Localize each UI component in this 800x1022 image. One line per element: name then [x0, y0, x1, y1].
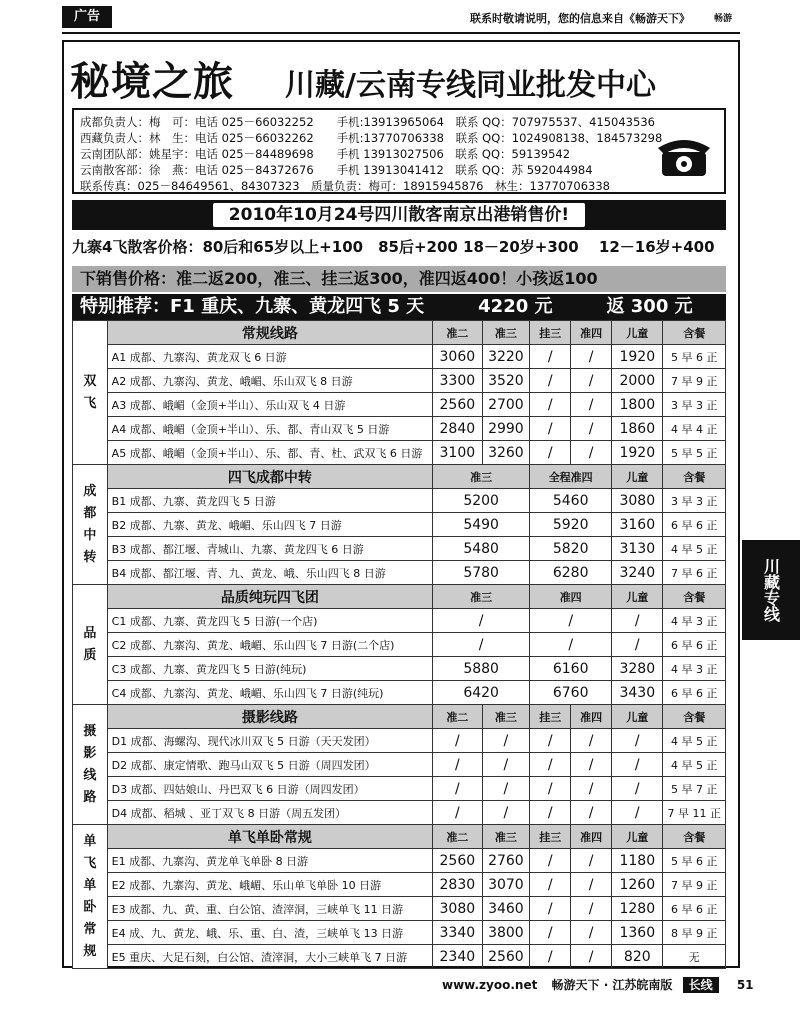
price-cell: 4 早 5 正 — [663, 537, 726, 561]
column-header: 准四 — [571, 321, 612, 345]
section-side-label: 成都中转 — [73, 465, 108, 585]
sale-banner-text: 2010年10月24号四川散客南京出港销售价! — [213, 203, 585, 227]
price-cell: / — [571, 753, 612, 777]
price-cell: / — [530, 441, 571, 465]
column-header: 儿童 — [612, 465, 663, 489]
route-name: A1 成都、九寨沟、黄龙双飞 6 日游 — [107, 345, 432, 369]
sale-banner — [72, 200, 726, 230]
price-cell: / — [433, 633, 530, 657]
price-cell: 6760 — [530, 681, 612, 705]
contact-box — [72, 108, 726, 194]
route-row — [73, 513, 726, 537]
route-name: E1 成都、九寨沟、黄龙单飞单卧 8 日游 — [107, 849, 432, 873]
price-cell: 5460 — [530, 489, 612, 513]
price-cell: / — [571, 369, 612, 393]
route-name: E2 成都、九寨沟、黄龙、峨嵋、乐山单飞单卧 10 日游 — [107, 873, 432, 897]
price-cell: / — [530, 801, 571, 825]
column-header: 准二 — [433, 705, 482, 729]
price-cell: 3080 — [612, 489, 663, 513]
section-side-label: 双飞 — [73, 321, 108, 465]
route-name: B2 成都、九寨、黄龙、峨嵋、乐山四飞 7 日游 — [107, 513, 432, 537]
section-header-row — [73, 321, 726, 345]
column-header: 含餐 — [663, 321, 726, 345]
section-title: 四飞成都中转 — [107, 465, 432, 489]
column-header: 准三 — [482, 825, 530, 849]
price-cell: 3220 — [482, 345, 530, 369]
section-header-row — [73, 705, 726, 729]
price-cell: 3130 — [612, 537, 663, 561]
price-cell: 6280 — [530, 561, 612, 585]
price-cell: / — [530, 897, 571, 921]
route-row — [73, 537, 726, 561]
page-number: 51 — [736, 978, 754, 992]
route-row — [73, 897, 726, 921]
contact-row: 云南散客部：徐 燕：电话 025－84372676 手机 13913041412 联系 QQ：苏 592044984 — [80, 163, 593, 177]
column-header: 准二 — [433, 321, 482, 345]
page-footer — [442, 976, 754, 993]
route-row — [73, 729, 726, 753]
special-offer: 特别推荐：F1 重庆、九寨、黄龙四飞 5 天 4220 元 返 300 元 — [72, 294, 726, 320]
price-cell: 2840 — [433, 417, 482, 441]
price-cell: / — [433, 729, 482, 753]
price-cell: 8 早 9 正 — [663, 921, 726, 945]
route-row — [73, 369, 726, 393]
price-cell: 5 早 7 正 — [663, 777, 726, 801]
telephone-icon — [654, 132, 714, 180]
route-name: D1 成都、海螺沟、现代冰川双飞 5 日游（天天发团） — [107, 729, 432, 753]
price-cell: 3430 — [612, 681, 663, 705]
route-row — [73, 777, 726, 801]
price-cell: / — [433, 801, 482, 825]
section-header-row — [73, 585, 726, 609]
price-cell: 1800 — [612, 393, 663, 417]
route-name: D4 成都、稻城 、亚丁双飞 8 日游（周五发团） — [107, 801, 432, 825]
price-cell: 3800 — [482, 921, 530, 945]
route-name: A2 成都、九寨沟、黄龙、峨嵋、乐山双飞 8 日游 — [107, 369, 432, 393]
price-cell: / — [530, 609, 612, 633]
section-side-tab: 川藏专线 — [742, 540, 800, 640]
price-cell: / — [571, 873, 612, 897]
price-cell: / — [530, 729, 571, 753]
route-name: A5 成都、峨嵋（金顶+半山）、乐、都、青、杜、武双飞 6 日游 — [107, 441, 432, 465]
route-name: A3 成都、峨嵋（金顶+半山）、乐山双飞 4 日游 — [107, 393, 432, 417]
price-cell: 1860 — [612, 417, 663, 441]
section-title: 单飞单卧常规 — [107, 825, 432, 849]
price-cell: 6160 — [530, 657, 612, 681]
price-cell: 2760 — [482, 849, 530, 873]
price-cell: / — [571, 393, 612, 417]
route-name: B3 成都、都江堰、青城山、九寨、黄龙四飞 6 日游 — [107, 537, 432, 561]
column-header: 含餐 — [663, 585, 726, 609]
column-header: 准四 — [571, 705, 612, 729]
route-name: C4 成都、九寨沟、黄龙、峨嵋、乐山四飞 7 日游(纯玩) — [107, 681, 432, 705]
price-cell: 6 早 6 正 — [663, 633, 726, 657]
price-cell: / — [612, 753, 663, 777]
section-header-row — [73, 465, 726, 489]
price-cell: / — [571, 345, 612, 369]
rebate-band: 下销售价格：准二返200，准三、挂三返300，准四返400！小孩返100 — [72, 266, 726, 292]
price-cell: / — [482, 777, 530, 801]
price-cell: / — [612, 633, 663, 657]
header-note: 联系时敬请说明，您的信息来自《畅游天下》 — [470, 12, 690, 25]
brand-name: 秘境之旅 — [70, 59, 234, 105]
column-header: 准四 — [530, 585, 612, 609]
price-cell: 3160 — [612, 513, 663, 537]
route-row — [73, 849, 726, 873]
price-cell: 3 早 3 正 — [663, 393, 726, 417]
price-cell: 2700 — [482, 393, 530, 417]
route-row — [73, 489, 726, 513]
section-title: 常规线路 — [107, 321, 432, 345]
price-cell: 2990 — [482, 417, 530, 441]
price-cell: 3100 — [433, 441, 482, 465]
price-cell: / — [571, 945, 612, 969]
column-header: 含餐 — [663, 465, 726, 489]
brand-subtitle: 川藏/云南专线同业批发中心 — [285, 68, 656, 103]
price-cell: 3080 — [433, 897, 482, 921]
price-cell: / — [571, 897, 612, 921]
price-cell: 5 早 5 正 — [663, 441, 726, 465]
route-name: A4 成都、峨嵋（金顶+半山）、乐、都、青山双飞 5 日游 — [107, 417, 432, 441]
column-header: 准三 — [482, 705, 530, 729]
price-cell: / — [571, 729, 612, 753]
route-name: E4 成、九、黄龙、峨、乐、重、白、渣，三峡单飞 13 日游 — [107, 921, 432, 945]
route-row — [73, 681, 726, 705]
price-cell: 5 早 6 正 — [663, 849, 726, 873]
column-header: 含餐 — [663, 825, 726, 849]
section-title: 摄影线路 — [107, 705, 432, 729]
price-line: 九寨4飞散客价格：80后和65岁以上+100 85后+200 18－20岁+300 12－16岁+400 — [72, 238, 715, 256]
column-header: 含餐 — [663, 705, 726, 729]
price-cell: 1920 — [612, 441, 663, 465]
magazine-logo: 畅游 — [713, 13, 732, 24]
price-cell: 无 — [663, 945, 726, 969]
column-header: 准四 — [571, 825, 612, 849]
footer-url[interactable]: www.zyoo.net — [442, 978, 538, 992]
column-header: 儿童 — [612, 585, 663, 609]
route-row — [73, 753, 726, 777]
route-row — [73, 921, 726, 945]
price-cell: 3300 — [433, 369, 482, 393]
price-cell: / — [433, 609, 530, 633]
price-cell: 3070 — [482, 873, 530, 897]
footer-publication: 畅游天下 · 江苏皖南版 — [551, 978, 673, 992]
route-name: B4 成都、都江堰、青、九、黄龙、峨、乐山四飞 8 日游 — [107, 561, 432, 585]
footer-tag: 长线 — [683, 977, 719, 993]
price-cell: 2560 — [433, 393, 482, 417]
price-cell: / — [530, 369, 571, 393]
section-title: 品质纯玩四飞团 — [107, 585, 432, 609]
column-header: 全程准四 — [530, 465, 612, 489]
price-cell: 2560 — [433, 849, 482, 873]
column-header: 儿童 — [612, 321, 663, 345]
column-header: 准三 — [433, 585, 530, 609]
section-side-label: 摄影线路 — [73, 705, 108, 825]
price-cell: 5880 — [433, 657, 530, 681]
route-price-table — [72, 320, 726, 969]
price-cell: 1360 — [612, 921, 663, 945]
price-cell: 7 早 11 正 — [663, 801, 726, 825]
price-cell: / — [482, 753, 530, 777]
price-cell: 4 早 4 正 — [663, 417, 726, 441]
route-row — [73, 945, 726, 969]
price-cell: 6420 — [433, 681, 530, 705]
price-cell: 2560 — [482, 945, 530, 969]
price-cell: 2000 — [612, 369, 663, 393]
route-name: D2 成都、康定情歌、跑马山双飞 5 日游（周四发团） — [107, 753, 432, 777]
price-cell: 6 早 6 正 — [663, 681, 726, 705]
price-cell: 5490 — [433, 513, 530, 537]
price-cell: 820 — [612, 945, 663, 969]
route-row — [73, 561, 726, 585]
price-cell: 3520 — [482, 369, 530, 393]
price-cell: / — [530, 849, 571, 873]
section-header-row — [73, 825, 726, 849]
price-cell: 6 早 6 正 — [663, 513, 726, 537]
section-side-label: 单飞单卧常规 — [73, 825, 108, 969]
price-cell: 4 早 5 正 — [663, 729, 726, 753]
price-cell: / — [530, 393, 571, 417]
price-cell: / — [482, 729, 530, 753]
price-cell: / — [433, 777, 482, 801]
header-rule — [62, 32, 740, 34]
price-cell: 3340 — [433, 921, 482, 945]
price-cell: 2340 — [433, 945, 482, 969]
price-cell: / — [571, 801, 612, 825]
price-cell: / — [571, 417, 612, 441]
price-cell: / — [433, 753, 482, 777]
price-cell: 4 早 5 正 — [663, 753, 726, 777]
route-name: C3 成都、九寨、黄龙四飞 5 日游(纯玩) — [107, 657, 432, 681]
route-row — [73, 441, 726, 465]
price-cell: / — [571, 441, 612, 465]
price-cell: / — [530, 777, 571, 801]
price-cell: / — [530, 873, 571, 897]
price-cell: / — [530, 921, 571, 945]
price-cell: 5 早 6 正 — [663, 345, 726, 369]
price-cell: 5920 — [530, 513, 612, 537]
contact-row: 联系传真：025－84649561、84307323 质量负责：梅可：18915945876 林生：13770706338 — [80, 179, 610, 193]
price-cell: 4 早 3 正 — [663, 609, 726, 633]
column-header: 准三 — [433, 465, 530, 489]
price-cell: / — [571, 921, 612, 945]
route-row — [73, 873, 726, 897]
column-header: 儿童 — [612, 705, 663, 729]
price-cell: 3460 — [482, 897, 530, 921]
route-row — [73, 393, 726, 417]
route-name: E5 重庆、大足石刻，白公馆、渣滓洞，大小三峡单飞 7 日游 — [107, 945, 432, 969]
price-cell: 5820 — [530, 537, 612, 561]
price-cell: 3240 — [612, 561, 663, 585]
price-cell: 1180 — [612, 849, 663, 873]
route-row — [73, 633, 726, 657]
price-cell: 6 早 6 正 — [663, 897, 726, 921]
price-cell: 4 早 3 正 — [663, 657, 726, 681]
column-header: 准二 — [433, 825, 482, 849]
route-name: B1 成都、九寨、黄龙四飞 5 日游 — [107, 489, 432, 513]
route-name: C2 成都、九寨沟、黄龙、峨嵋、乐山四飞 7 日游(二个店) — [107, 633, 432, 657]
price-cell: 5200 — [433, 489, 530, 513]
price-cell: / — [571, 777, 612, 801]
price-cell: 7 早 6 正 — [663, 561, 726, 585]
price-cell: / — [612, 801, 663, 825]
ad-tag: 广告 — [62, 6, 112, 28]
route-name: E3 成都、九、黄、重、白公馆、渣滓洞，三峡单飞 11 日游 — [107, 897, 432, 921]
price-cell: 3060 — [433, 345, 482, 369]
price-cell: 1920 — [612, 345, 663, 369]
route-row — [73, 609, 726, 633]
column-header: 挂三 — [530, 825, 571, 849]
price-cell: / — [612, 777, 663, 801]
price-cell: 2830 — [433, 873, 482, 897]
price-cell: 5780 — [433, 561, 530, 585]
price-cell: 1280 — [612, 897, 663, 921]
contact-row: 成都负责人：梅 可：电话 025－66032252 手机:13913965064 联系 QQ：707975537、415043536 — [80, 115, 655, 129]
price-cell: / — [612, 729, 663, 753]
route-row — [73, 417, 726, 441]
route-row — [73, 657, 726, 681]
price-cell: / — [482, 801, 530, 825]
column-header: 挂三 — [530, 321, 571, 345]
contact-row: 西藏负责人：林 生：电话 025－66032262 手机:13770706338 联系 QQ：1024908138、184573298 — [80, 131, 663, 145]
price-cell: 7 早 9 正 — [663, 873, 726, 897]
price-cell: 5480 — [433, 537, 530, 561]
price-cell: / — [530, 417, 571, 441]
price-cell: / — [571, 849, 612, 873]
section-side-label: 品质 — [73, 585, 108, 705]
price-cell: 3280 — [612, 657, 663, 681]
price-cell: 3260 — [482, 441, 530, 465]
price-cell: / — [612, 609, 663, 633]
price-cell: / — [530, 753, 571, 777]
contact-row: 云南团队部：姚星宇：电话 025－84489698 手机 13913027506 联系 QQ：59139542 — [80, 147, 571, 161]
price-cell: 1260 — [612, 873, 663, 897]
column-header: 准三 — [482, 321, 530, 345]
price-cell: 3 早 3 正 — [663, 489, 726, 513]
route-row — [73, 345, 726, 369]
price-cell: / — [530, 633, 612, 657]
price-cell: 7 早 9 正 — [663, 369, 726, 393]
column-header: 儿童 — [612, 825, 663, 849]
column-header: 挂三 — [530, 705, 571, 729]
route-row — [73, 801, 726, 825]
route-name: D3 成都、四姑娘山、丹巴双飞 6 日游（周四发团） — [107, 777, 432, 801]
route-name: C1 成都、九寨、黄龙四飞 5 日游(一个店) — [107, 609, 432, 633]
price-cell: / — [530, 945, 571, 969]
price-cell: / — [530, 345, 571, 369]
